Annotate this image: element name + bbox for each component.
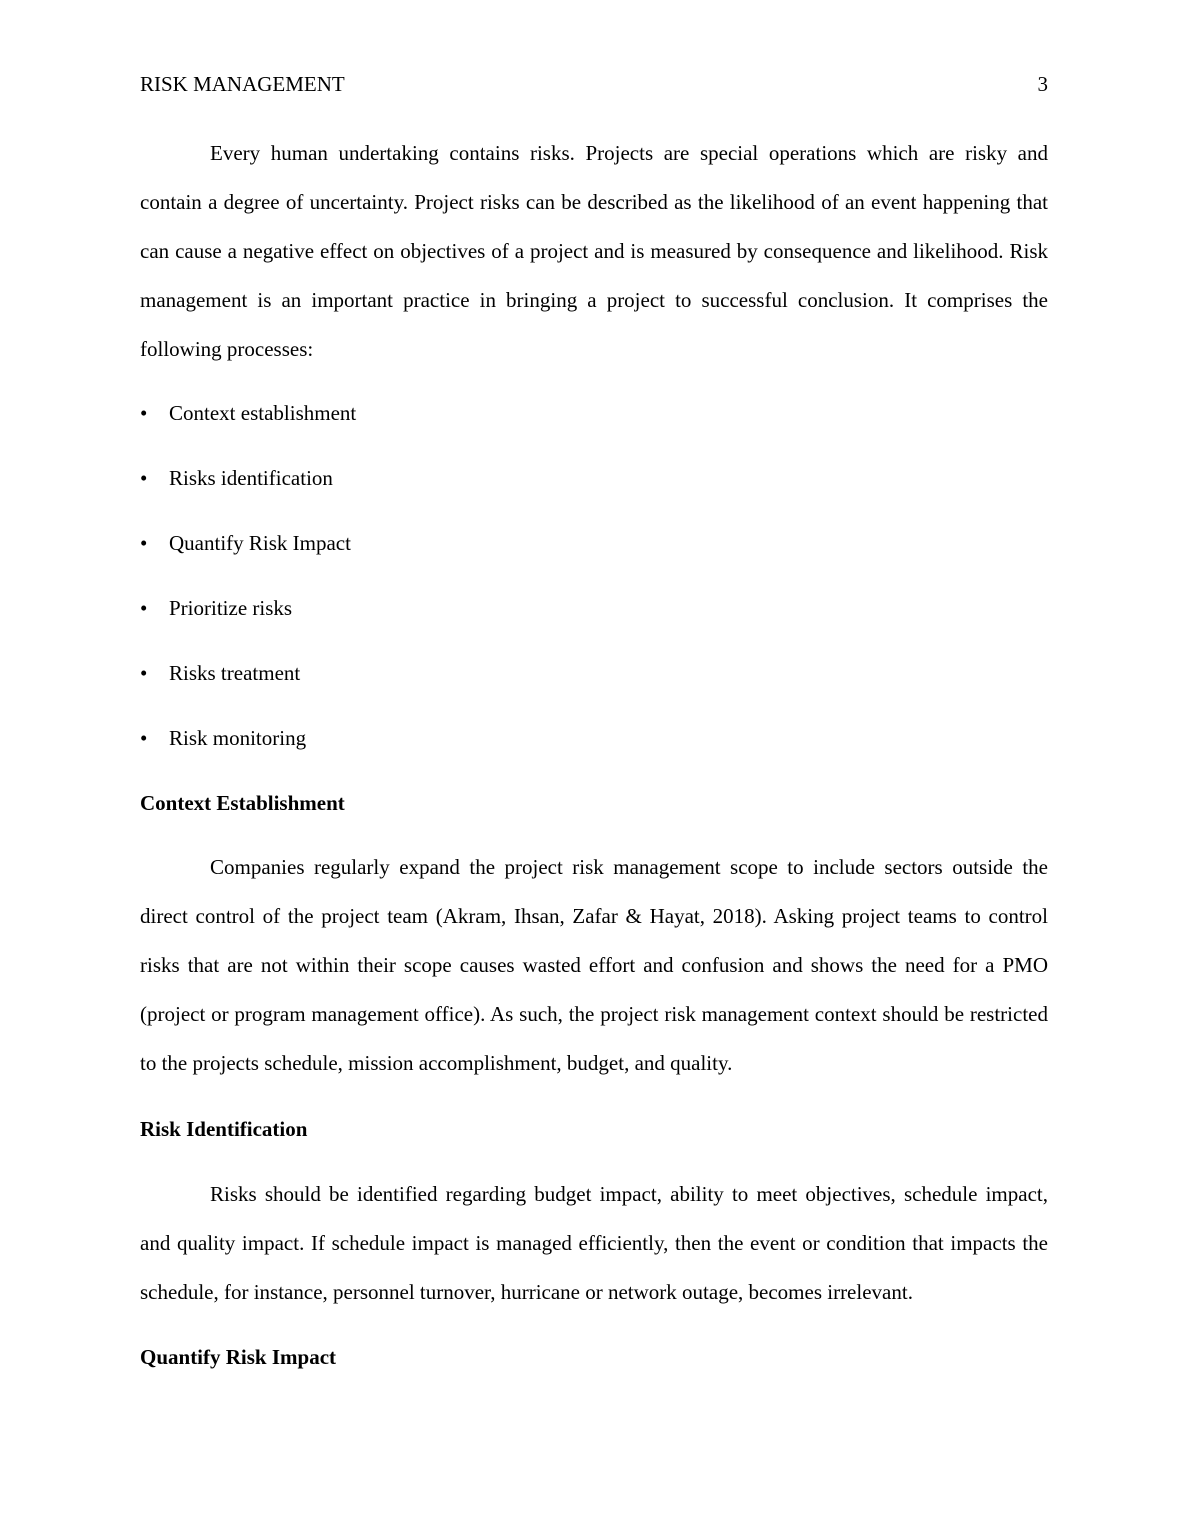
list-item-text: Risks treatment [169, 661, 301, 685]
bullet-glyph: • [140, 726, 148, 750]
section-heading-context: Context Establishment [140, 791, 345, 815]
list-item-text: Risk monitoring [169, 726, 307, 750]
section-heading-identification: Risk Identification [140, 1117, 308, 1141]
bullet-glyph: • [140, 531, 148, 555]
bullet-glyph: • [140, 401, 148, 425]
list-item [140, 584, 1048, 649]
list-item [140, 649, 1048, 714]
identification-paragraph: Risks should be identified regarding budget impact, ability to meet objectives, schedule impact, and quality impact. If schedule impact is managed efficiently, then the event or condition that impacts the schedule, for instance, personnel turnover, hurricane or network outage, becomes irrelevant. [140, 1182, 1048, 1304]
intro-paragraph: Every human undertaking contains risks. Projects are special operations which are risky and contain a degree of uncertainty. Project risks can be described as the likelihood of an event happening that can cause a negative effect on objectives of a project and is measured by consequence and likelihood. Risk management is an important practice in bringing a project to successful conclusion. It comprises the following processes: [140, 141, 1048, 361]
list-item [140, 519, 1048, 584]
list-item-text: Prioritize risks [169, 596, 293, 620]
bullet-glyph: • [140, 661, 148, 685]
context-paragraph: Companies regularly expand the project risk management scope to include sectors outside the direct control of the project team (Akram, Ihsan, Zafar & Hayat, 2018). Asking project teams to control risks that are not within their scope causes wasted effort and confusion and shows the need for a PMO (project or program management office). As such, the project risk management context should be restricted to the projects schedule, mission accomplishment, budget, and quality. [140, 855, 1048, 1075]
list-item-text: Risks identification [169, 466, 333, 490]
list-item [140, 714, 1048, 779]
bullet-glyph: • [140, 466, 148, 490]
list-item-text: Context establishment [169, 401, 357, 425]
process-list [140, 389, 1048, 779]
running-header [140, 70, 1048, 98]
bullet-glyph: • [140, 596, 148, 620]
list-item [140, 389, 1048, 454]
list-item [140, 454, 1048, 519]
section-heading-quantify: Quantify Risk Impact [140, 1345, 337, 1369]
list-item-text: Quantify Risk Impact [169, 531, 351, 555]
running-title: RISK MANAGEMENT [140, 72, 345, 96]
page-number: 3 [1037, 72, 1048, 96]
